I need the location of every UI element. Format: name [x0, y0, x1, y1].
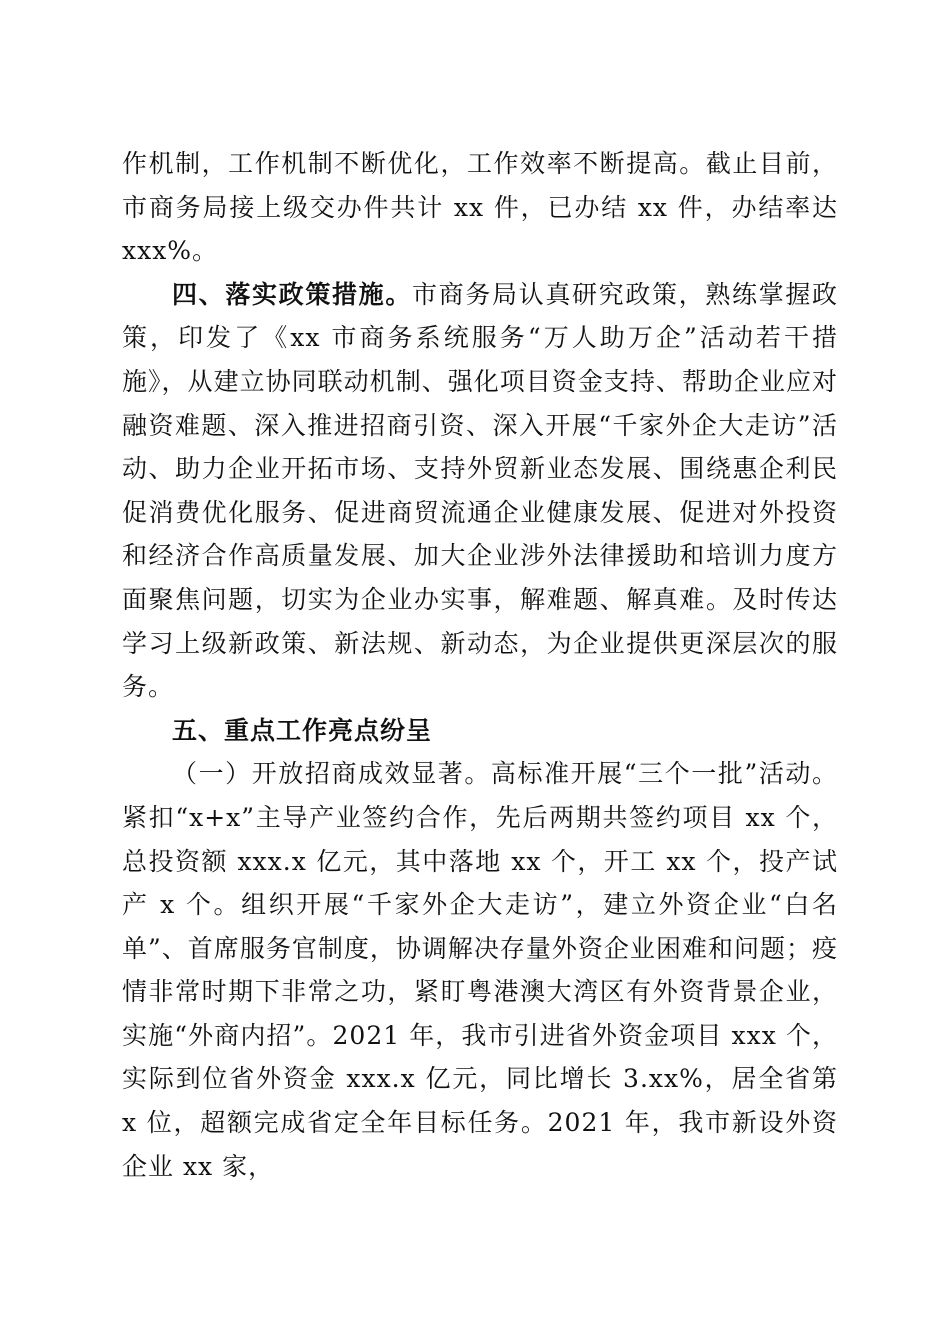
paragraph-section-5-sub-1: （一）开放招商成效显著。高标准开展“三个一批”活动。紧扣“x+x”主导产业签约合作，先后两期共签约项目 xx 个，总投资额 xxx.x 亿元，其中落地 xx 个，开工 xx 个，投产试产 x 个。组织开展“千家外企大走访”，建立外资企业“白名单”、首席服务官制度，协调解决存量外资企业困难和问题；疫情非常时期下非常之功，紧盯粤港澳大湾区有外资背景企业，实施“外商内招”。2021 年，我市引进省外资金项目 xxx 个，实际到位省外资金 xxx.x 亿元，同比增长 3.xx%，居全省第 x 位，超额完成省定全年目标任务。2021 年，我市新设外资企业 xx 家， — [122, 759, 838, 1181]
paragraph-section-4 — [122, 273, 838, 709]
section-4-heading: 四、落实政策措施。 — [172, 279, 412, 309]
document-page — [122, 142, 838, 1188]
section-4-body: 市商务局认真研究政策，熟练掌握政策，印发了《xx 市商务系统服务“万人助万企”活动若干措施》，从建立协同联动机制、强化项目资金支持、帮助企业应对融资难题、深入推进招商引资、深入开展“千家外企大走访”活动、助力企业开拓市场、支持外贸新业态发展、围绕惠企利民促消费优化服务、促进商贸流通企业健康发展、促进对外投资和经济合作高质量发展、加大企业涉外法律援助和培训力度方面聚焦问题，切实为企业办实事，解难题、解真难。及时传达学习上级新政策、新法规、新动态，为企业提供更深层次的服务。 — [122, 279, 838, 702]
paragraph-continuation: 作机制，工作机制不断优化，工作效率不断提高。截止目前，市商务局接上级交办件共计 xx 件，已办结 xx 件，办结率达 xxx%。 — [122, 149, 838, 266]
section-5-heading: 五、重点工作亮点纷呈 — [172, 715, 433, 745]
